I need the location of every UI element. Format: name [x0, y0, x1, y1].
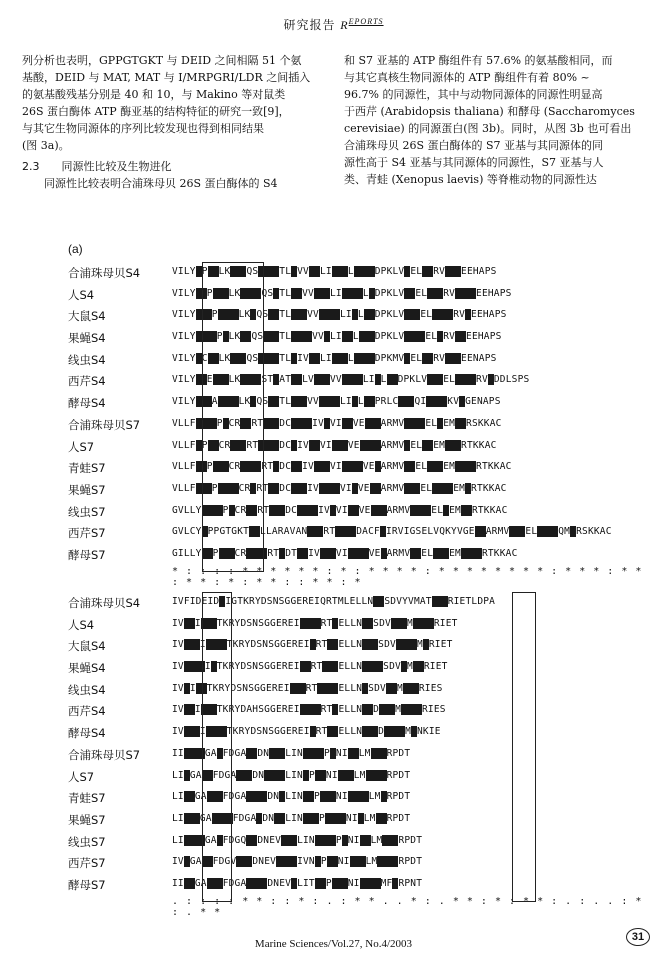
conserved-shading [184, 726, 200, 737]
conserved-shading [413, 618, 434, 629]
conserved-shading [332, 440, 348, 451]
species-name: 青蛙S7 [68, 461, 106, 476]
conserved-shading [291, 331, 312, 342]
alignment-row [30, 262, 650, 284]
conserved-shading [320, 791, 336, 802]
figure-label: (a) [68, 242, 83, 256]
sequence: LI GA FDGQ DNEV LIN P NI LM RPDT [172, 834, 423, 846]
conserved-shading [354, 353, 375, 364]
conserved-shading [338, 770, 354, 781]
left-column [22, 52, 334, 192]
conserved-shading [281, 835, 297, 846]
conserved-shading [396, 639, 417, 650]
header-cn: 研究报告 [283, 18, 336, 32]
conserved-shading [320, 548, 336, 559]
conserved-shading [263, 418, 279, 429]
species-name: 线虫S7 [68, 504, 106, 519]
species-name: 人S4 [68, 287, 95, 302]
conserved-shading [264, 770, 285, 781]
conserved-shading [290, 683, 306, 694]
alignment-row [30, 501, 650, 523]
alignment-row [30, 414, 650, 436]
consensus-line: . : : : : * * : : * : . : * * . . * : . * * : * : * * : . : . . : * : . * * [172, 895, 643, 918]
conserved-shading [319, 396, 340, 407]
conserved-shading [373, 596, 384, 607]
body-line: 26S 蛋白酶体 ATP 酶亚基的结构特征的研究一致[9]， [22, 105, 290, 118]
species-name: 果蝇S7 [68, 812, 106, 827]
sequence: VLLF P CR RT DC IV VI VE ARMV EL EM RTKKAC [172, 439, 497, 451]
conserved-shading [461, 548, 482, 559]
conserved-shading [303, 813, 319, 824]
alignment-row [30, 722, 650, 744]
alignment-row [30, 544, 650, 566]
alignment-row [30, 657, 650, 679]
body-line: 同源性比较表明合浦珠母贝 26S 蛋白酶体的 S4 [44, 177, 278, 190]
conserved-shading [315, 770, 326, 781]
conserved-shading [322, 661, 338, 672]
conserved-shading [327, 856, 338, 867]
alignment-row [30, 852, 650, 874]
conserved-shading [332, 353, 348, 364]
conserved-shading [315, 835, 336, 846]
species-name: 果蝇S4 [68, 331, 106, 346]
conserved-shading [371, 748, 387, 759]
conserved-shading [303, 748, 324, 759]
body-line: 类、青蛙 (Xenopus laevis) 等脊椎动物的同源性达 [344, 173, 597, 186]
alignment-row [30, 744, 650, 766]
conserved-shading [432, 483, 453, 494]
conserved-shading [445, 440, 461, 451]
sequence: VILY P LK QS TL VV LI L DPKLV EL RV EEHAPS [172, 266, 497, 277]
species-name: 酵母S7 [68, 877, 106, 892]
conserved-shading [307, 526, 323, 537]
conserved-shading [325, 813, 346, 824]
conserved-shading [268, 309, 279, 320]
conserved-shading [268, 483, 279, 494]
conserved-shading [427, 374, 443, 385]
conserved-shading [445, 353, 461, 364]
conserved-shading [376, 813, 387, 824]
sequence: GILLY P CR RT DT IV VI VE ARMV EL EM RTKKAC [172, 547, 518, 559]
conserved-shading [309, 266, 320, 277]
alignment-block-2 [30, 592, 650, 918]
conserved-shading [350, 856, 366, 867]
species-name: 线虫S4 [68, 352, 106, 367]
sequence: GVLCY PPGTGKT LLARAVAN RT DACF IRVIGSELVQKYVGE ARMV EL QM RSKKAC [172, 526, 612, 538]
conserved-shading [360, 835, 371, 846]
conserved-shading [246, 835, 257, 846]
species-name: 果蝇S4 [68, 661, 106, 676]
conserved-shading [319, 483, 340, 494]
conserved-shading [387, 374, 398, 385]
body-line: 于西芹 (Arabidopsis thaliana) 和酵母 (Saccharomyces [344, 105, 635, 118]
conserved-shading [377, 856, 398, 867]
sequence: VILY P LK QS TL VV LI L DPKLV EL RV EEHAPS [172, 309, 507, 321]
sequence: VILY P LK QS TL VV LI L DPKLV EL RV EEHAPS [172, 331, 502, 343]
sequence: II GA FDGA DNEV LIT P NI MF RPNT [172, 877, 423, 889]
body-line: 的氨基酸残基分别是 40 和 10，与 Makino 等对鼠类 [22, 88, 286, 101]
alignment-row [30, 679, 650, 701]
sequence: VILY E LK ST AT LV VV LI L DPKLV EL RV DDLSPS [172, 374, 530, 386]
conserved-shading [426, 396, 447, 407]
alignment-row [30, 392, 650, 414]
conserved-shading [382, 835, 398, 846]
alignment-row [30, 809, 650, 831]
alignment-row [30, 370, 650, 392]
conserved-shading [422, 440, 433, 451]
conserved-shading [314, 288, 330, 299]
conserved-shading [300, 704, 321, 715]
conserved-shading [276, 856, 297, 867]
conserved-shading [391, 618, 407, 629]
conserved-shading [348, 548, 369, 559]
alignment-row [30, 831, 650, 853]
conserved-shading [433, 548, 449, 559]
header-en: $R^{EPORTS}$ [340, 17, 384, 32]
alignment-row [30, 874, 650, 896]
sequence: LI GA FDGA DN LIN P NI LM RPDT [172, 812, 411, 824]
conserved-shading [246, 748, 257, 759]
conserved-shading [427, 288, 443, 299]
species-name: 酵母S4 [68, 726, 106, 741]
species-name: 果蝇S7 [68, 482, 106, 497]
species-name: 人S7 [68, 769, 95, 784]
conserved-shading [303, 791, 314, 802]
species-name: 合浦珠母贝S7 [68, 747, 141, 762]
conserved-shading [455, 461, 476, 472]
alignment-row [30, 700, 650, 722]
conserved-shading [362, 661, 383, 672]
conserved-shading [297, 505, 318, 516]
conserved-shading [342, 374, 363, 385]
conserved-shading [386, 683, 397, 694]
conserved-shading [291, 288, 302, 299]
conserved-shading [537, 526, 558, 537]
conserved-shading [410, 505, 431, 516]
species-name: 西芹S7 [68, 856, 106, 871]
species-name: 线虫S7 [68, 834, 106, 849]
alignment-row [30, 787, 650, 809]
conserved-shading [348, 505, 359, 516]
conserved-shading [342, 331, 353, 342]
conserved-shading [309, 353, 320, 364]
conserved-shading [314, 374, 330, 385]
conserved-shading [327, 726, 338, 737]
conserved-shading [432, 309, 453, 320]
conserved-shading [291, 374, 302, 385]
sequence: IV I TKRYDSNSGGEREI RT ELLN D M NKIE [172, 726, 441, 738]
conserved-shading [309, 440, 320, 451]
conserved-shading [509, 526, 525, 537]
conserved-shading [184, 618, 195, 629]
conserved-shading [422, 266, 433, 277]
conserved-shading [300, 661, 311, 672]
conserved-shading [236, 856, 252, 867]
sequence: VLLF P CR RT DC IV VI VE ARMV EL EM RSKKAC [172, 417, 502, 429]
conserved-shading [291, 418, 312, 429]
conserved-shading [274, 813, 285, 824]
species-name: 西芹S4 [68, 374, 106, 389]
body-line: 列分析也表明，GPPGTGKT 与 DEID 之间相隔 51 个氨 [22, 54, 302, 67]
conserved-shading [403, 683, 419, 694]
conserved-shading [184, 704, 195, 715]
species-name: 酵母S4 [68, 396, 106, 411]
sequence: IV I TKRYDSNSGGEREI RT ELLN SDV M RIET [172, 617, 458, 629]
running-header [0, 16, 667, 33]
species-name: 合浦珠母贝S7 [68, 417, 141, 432]
consensus-line: * : : : : * * * * * * : * : * * * * : * * * * * * * * : * * * : * * : * * : * : * * : : * * : * [172, 565, 643, 588]
conserved-shading [319, 309, 340, 320]
sequence: VLLF P CR RT DC IV VI VE ARMV EL EM RTKKAC [172, 482, 507, 494]
alignment-row [30, 766, 650, 788]
conserved-shading [342, 461, 363, 472]
alignment-row [30, 614, 650, 636]
species-name: 线虫S4 [68, 682, 106, 697]
conserved-shading [291, 309, 307, 320]
species-name: 人S7 [68, 439, 95, 454]
conserved-shading [332, 878, 348, 889]
conserved-shading [291, 483, 307, 494]
conserved-shading [268, 396, 279, 407]
conserved-shading [348, 748, 359, 759]
alignment-row [30, 592, 650, 614]
journal-footer: Marine Sciences/Vol.27, No.4/2003 [254, 938, 413, 950]
conserved-shading [348, 791, 369, 802]
body-line: 基酸，DEID 与 MAT, MAT 与 I/MRPGRI/LDR 之间插入 [22, 71, 311, 84]
conserved-shading [362, 704, 373, 715]
sequence: IV I TKRYDSNSGGEREI RT ELLN SDV M RIES [172, 682, 443, 694]
conserved-shading [300, 618, 321, 629]
conserved-shading [362, 726, 378, 737]
sequence: VILY P LK QS TL VV LI L DPKLV EL RV EEHAPS [172, 287, 512, 299]
body-line: 与其它生物同源体的序列比较发现也得到相同结果 [22, 122, 264, 135]
species-name: 大鼠S4 [68, 309, 106, 324]
section-heading: 2.3 同源性比较及生物进化 [22, 160, 172, 173]
conserved-shading [184, 639, 200, 650]
conserved-shading [384, 726, 405, 737]
conserved-shading [236, 770, 252, 781]
conserved-shading [404, 288, 415, 299]
conserved-shading [332, 266, 348, 277]
conserved-shading [184, 878, 195, 889]
conserved-shading [427, 461, 443, 472]
body-line: 合浦珠母贝 26S 蛋白酶体的 S7 亚基与其同源体的同 [344, 139, 604, 152]
conserved-shading [315, 878, 326, 889]
sequence: IV GA FDGV DNEV IVN P NI LM RPDT [172, 856, 423, 868]
conserved-shading [263, 331, 279, 342]
conserved-shading [370, 483, 381, 494]
conserved-shading [404, 331, 425, 342]
motif-box [202, 262, 264, 572]
conserved-shading [359, 331, 375, 342]
species-name: 酵母S7 [68, 547, 106, 562]
sequence: IV I TKRYDSNSGGEREI RT ELLN SDV M RIET [172, 661, 448, 673]
conserved-shading [404, 418, 425, 429]
sequence: VILY A LK QS TL VV LI L PRLC QI KV GENAPS [172, 396, 501, 408]
conserved-shading [317, 683, 338, 694]
motif-box [512, 592, 536, 902]
conserved-shading [401, 704, 422, 715]
conserved-shading [291, 461, 302, 472]
sequence: IV I TKRYDSNSGGEREI RT ELLN SDV M RIET [172, 639, 453, 651]
sequence: LI GA FDGA DN LIN P NI LM RPDT [172, 769, 411, 781]
conserved-shading [362, 618, 373, 629]
sequence: IV I TKRYDAHSGGEREI RT ELLN D M RIES [172, 704, 446, 716]
alignment-row [30, 479, 650, 501]
conserved-shading [246, 791, 267, 802]
conserved-shading [360, 878, 381, 889]
species-name: 合浦珠母贝S4 [68, 266, 141, 280]
conserved-shading [413, 661, 424, 672]
conserved-shading [354, 266, 375, 277]
conserved-shading [404, 461, 415, 472]
conserved-shading [455, 374, 476, 385]
conserved-shading [297, 548, 308, 559]
body-line: 与其它真核生物同源体的 ATP 酶组件有着 80% ~ [344, 71, 590, 84]
alignment-row [30, 305, 650, 327]
conserved-shading [184, 813, 200, 824]
sequence: VLLF P CR RT DC IV VI VE ARMV EL EM RTKKAC [172, 461, 512, 473]
alignment-row [30, 436, 650, 458]
conserved-shading [365, 418, 381, 429]
conserved-shading [342, 418, 353, 429]
conserved-shading [410, 548, 421, 559]
conserved-shading [184, 791, 195, 802]
conserved-shading [291, 396, 307, 407]
sequence: LI GA FDGA DN LIN P NI LM RPDT [172, 791, 411, 803]
species-name: 合浦珠母贝S4 [68, 596, 141, 610]
sequence: IVFIDEID IGTKRYDSNSGGEREIQRTMLELLN SDVYVMAT RIETLDPA [172, 596, 496, 607]
page-number: 31 [626, 928, 650, 946]
sequence: II GA FDGA DN LIN P NI LM RPDT [172, 747, 411, 759]
body-line: cerevisiae) 的同源蛋白(图 3b)。同时，从图 3b 也可看出 [344, 122, 632, 135]
body-line: 96.7% 的同源性，其中与动物同源体的同源性明显高 [344, 88, 603, 101]
conserved-shading [366, 770, 387, 781]
conserved-shading [314, 461, 330, 472]
conserved-shading [445, 266, 461, 277]
conserved-shading [269, 505, 285, 516]
conserved-shading [360, 440, 381, 451]
species-name: 人S4 [68, 617, 95, 632]
conserved-shading [364, 396, 375, 407]
conserved-shading [246, 878, 267, 889]
right-column [344, 52, 644, 188]
conserved-shading [422, 353, 433, 364]
conserved-shading [404, 309, 420, 320]
conserved-shading [327, 639, 338, 650]
conserved-shading [475, 526, 486, 537]
conserved-shading [398, 396, 414, 407]
alignment-row [30, 284, 650, 306]
motif-box [202, 592, 232, 902]
alignment-block-1 [30, 262, 650, 588]
sequence: GVLLY P CR RT DC IV VI VE ARMV EL EM RTKKAC [172, 504, 508, 516]
conserved-shading [461, 505, 472, 516]
sequence: VILY C LK QS TL IV LI L DPKMV EL RV EENAPS [172, 352, 497, 364]
conserved-shading [404, 483, 420, 494]
species-name: 青蛙S7 [68, 791, 106, 806]
body-line: 和 S7 亚基的 ATP 酶组件有 57.6% 的氨基酸相同，而 [344, 54, 613, 67]
conserved-shading [364, 309, 375, 320]
conserved-shading [335, 526, 356, 537]
alignment-row [30, 327, 650, 349]
conserved-shading [269, 748, 285, 759]
alignment-row [30, 349, 650, 371]
conserved-shading [379, 704, 395, 715]
species-name: 西芹S7 [68, 526, 106, 541]
conserved-shading [362, 639, 378, 650]
conserved-shading [455, 331, 466, 342]
body-line: (图 3a)。 [22, 139, 70, 152]
alignment-row [30, 457, 650, 479]
conserved-shading [342, 288, 363, 299]
conserved-shading [371, 505, 387, 516]
conserved-shading [455, 288, 476, 299]
body-line: 源性高于 S4 亚基与其同源体的同源性，S7 亚基与人 [344, 156, 604, 169]
conserved-shading [455, 418, 466, 429]
species-name: 大鼠S4 [68, 639, 106, 654]
alignment-row [30, 522, 650, 544]
conserved-shading [432, 596, 448, 607]
alignment-row [30, 635, 650, 657]
species-name: 西芹S4 [68, 704, 106, 719]
